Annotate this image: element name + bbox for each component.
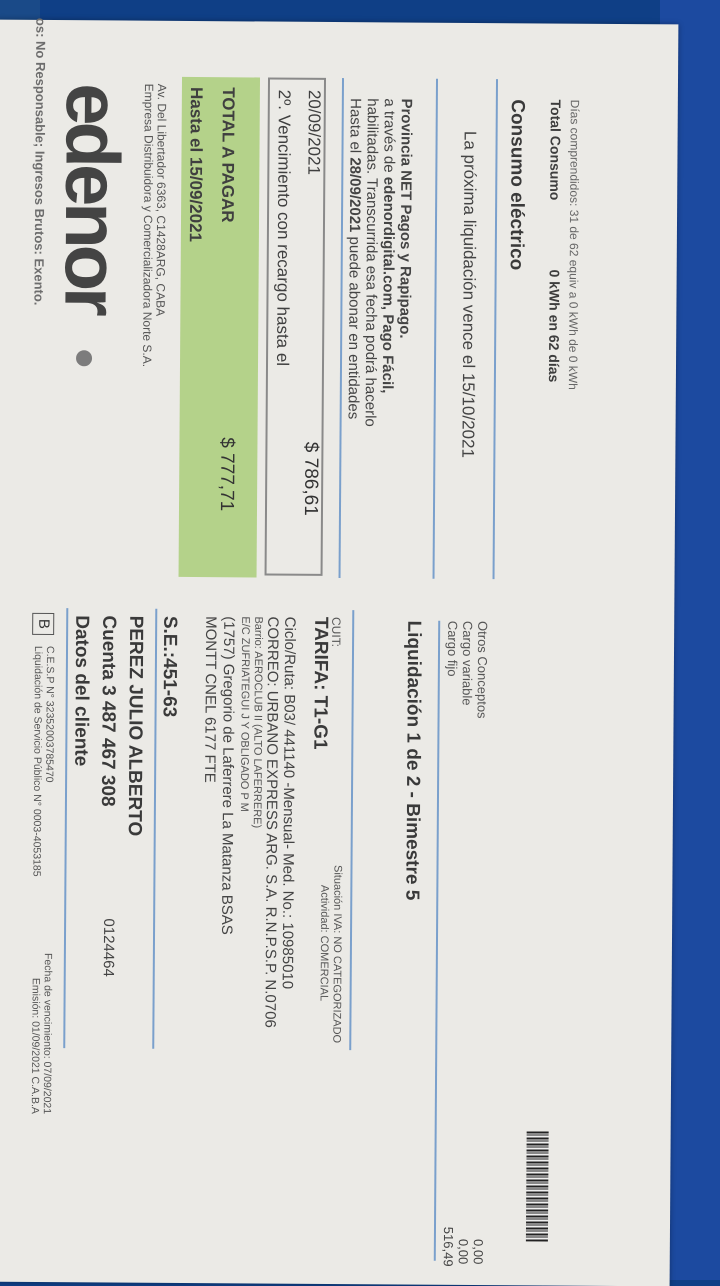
concept-value: 0,00 — [455, 1238, 471, 1265]
iva-note: os: No Responsable; Ingresos Brutos: Exento. — [31, 17, 49, 306]
logo-dot-icon — [76, 350, 92, 366]
invoice-due-date: Fecha de vencimiento: 07/09/2021 — [40, 952, 54, 1115]
divider — [433, 79, 438, 579]
divider — [63, 608, 68, 1048]
divider — [434, 621, 440, 1261]
tariff: TARIFA: T1-G1 — [309, 616, 332, 750]
next-liquidation: La próxima liquidación vence el 15/10/2021 — [458, 130, 480, 459]
neighborhood: Barrio: AEROCLUB II (ALTO LAFERRERE) — [250, 616, 265, 829]
concept-label: Otros Conceptos — [474, 620, 491, 719]
invoice-type-badge: B — [32, 613, 54, 635]
cuit-label: CUIT: — [329, 616, 344, 648]
liquidation-title: Liquidación 1 de 2 - Bimestre 5 — [401, 620, 425, 901]
consumo-title: Consumo eléctrico — [505, 99, 528, 271]
concept-label: Cargo fijo — [444, 620, 461, 677]
divider — [493, 79, 498, 579]
divider — [152, 609, 157, 1049]
company-name: Empresa Distribuidora y Comercializadora Norte S.A. — [139, 83, 156, 368]
concept-label: Cargo variable — [459, 620, 476, 706]
activity: Actividad: COMERCIAL — [317, 884, 331, 1002]
second-due-amount: $ 786,61 — [299, 441, 322, 516]
bill-sheet — [0, 17, 678, 1286]
total-consumo-label: Total Consumo — [547, 99, 564, 201]
client-account: Cuenta 3 487 467 308 — [96, 615, 120, 807]
bill-document — [0, 17, 676, 1283]
total-consumo-value: 0 kWh en 62 días — [545, 269, 563, 383]
client-data-title: Datos del cliente — [70, 615, 93, 767]
supply-locality: (1757) Gregorio de Laferrere La Matanza BSAS — [218, 616, 238, 935]
total-amount: $ 777,71 — [215, 437, 238, 512]
invoice-number: Liquidación de Servicio Público N° 0003-4053185 — [30, 645, 45, 877]
iva-situation: Situación IVA: NO CATEGORIZADO — [330, 864, 344, 1044]
cesp-number: C.E.S.P N° 32352003785470 — [43, 645, 57, 783]
service-entry: S.E.:451-63 — [158, 615, 181, 718]
between-streets: E/C ZUFRIATEGUI J Y OBLIGADO P M — [237, 616, 252, 812]
divider — [339, 78, 344, 578]
divider — [349, 610, 354, 1050]
mail-carrier: CORREO: URBANO EXPRESS ARG. S.A. R.N.P.S.P. N.0706 — [261, 616, 282, 1028]
second-due-date: 20/09/2021 — [304, 89, 324, 176]
total-label: TOTAL A PAGAR — [218, 87, 238, 223]
supply-address: MONTT CNEL 6177 FTE — [201, 616, 220, 783]
concept-value: 0,00 — [470, 1238, 486, 1265]
edenor-logo: edenor — [48, 83, 135, 313]
payment-info-line3: a través de edenordigital.com, Pago Fácil, — [378, 98, 398, 394]
client-name: PEREZ JULIO ALBERTO — [123, 615, 147, 837]
client-code: 0124464 — [99, 918, 118, 977]
company-address: Av. Del Libertador 6363, C1428ARG, CABA — [153, 83, 169, 317]
concept-value: 516,49 — [440, 1226, 456, 1267]
first-due-date: Hasta el 15/09/2021 — [185, 86, 206, 243]
dias-comprendidos: Días comprendidos: 31 de 62 equiv a 0 kWh de 0 kWh — [565, 99, 582, 390]
payment-info-line1: Hasta el 28/09/2021 puede abonar en entidades — [344, 98, 364, 420]
second-due-label: 2º. Vencimiento con recargo hasta el — [273, 89, 294, 367]
payment-info-line4: Provincia NET Pagos y Rapipago. — [396, 98, 415, 339]
barcode — [526, 1131, 549, 1241]
cycle-route: Ciclo/Ruta: B03/ 441140 -Mensual- Med. No.: 10985010 — [278, 616, 299, 990]
emission-date: Emisión: 01/09/2021 C.A.B.A — [28, 977, 42, 1114]
payment-info-line2: habilitadas. Transcurrida esa fecha podrá hacerlo — [361, 98, 381, 427]
